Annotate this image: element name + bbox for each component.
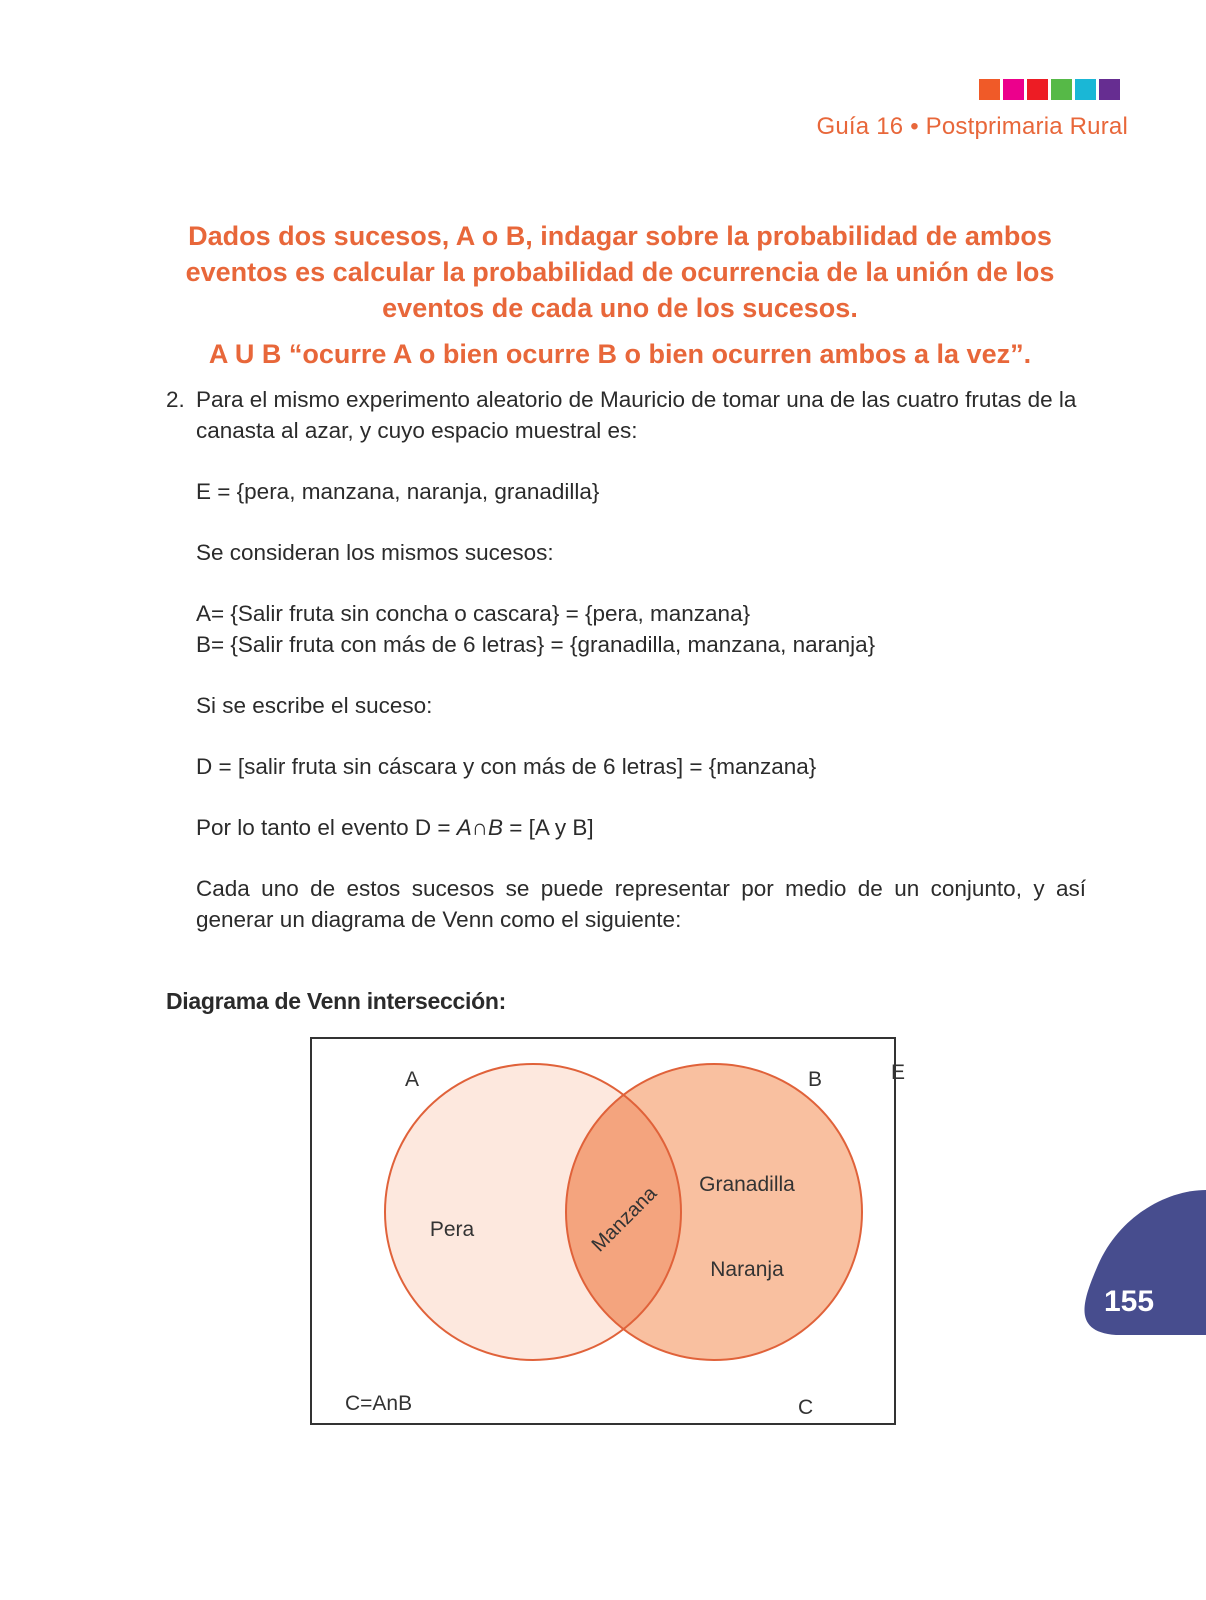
- label-pera: Pera: [429, 1218, 475, 1241]
- page-number: 155: [1104, 1285, 1155, 1318]
- event-a: A= {Salir fruta sin concha o cascara} = {pera, manzana}: [196, 601, 751, 626]
- color-square: [1099, 79, 1120, 100]
- callout-union-line: A U B “ocurre A o bien ocurre B o bien ocurren ambos a la vez”.: [208, 339, 1032, 369]
- color-square: [1051, 79, 1072, 100]
- label-c-equals: C=AnB: [345, 1392, 413, 1415]
- venn-diagram: [300, 1036, 910, 1436]
- event-b: B= {Salir fruta con más de 6 letras} = {granadilla, manzana, naranja}: [196, 632, 876, 657]
- item-number: 2.: [166, 387, 185, 412]
- color-square: [979, 79, 1000, 100]
- label-e: E: [890, 1061, 905, 1084]
- running-header: [817, 113, 1128, 141]
- venn-intro-text: Cada uno de estos sucesos se puede representar por medio de un conjunto, y así generar un diagrama de Venn como el siguiente:: [196, 876, 1086, 932]
- header-separator: •: [910, 113, 919, 140]
- color-square: [1027, 79, 1048, 100]
- label-c: C: [798, 1396, 814, 1419]
- sample-space: E = {pera, manzana, naranja, granadilla}: [196, 479, 600, 504]
- event-d: D = [salir fruta sin cáscara y con más de 6 letras] = {manzana}: [196, 754, 817, 779]
- callout-line: Dados dos sucesos, A o B, indagar sobre la probabilidad de ambos: [188, 221, 1052, 251]
- definition-callout: [150, 218, 1090, 372]
- label-b: B: [808, 1068, 823, 1091]
- label-naranja: Naranja: [710, 1258, 784, 1281]
- exercise-item: [166, 384, 1086, 935]
- conclusion-suffix: = [A y B]: [502, 815, 594, 840]
- conclusion-prefix: Por lo tanto el evento D =: [196, 815, 457, 840]
- item-body: [196, 384, 1086, 935]
- intersection-math: A∩B: [456, 815, 503, 840]
- color-square: [1075, 79, 1096, 100]
- header-color-squares: [979, 79, 1120, 100]
- label-granadilla: Granadilla: [699, 1173, 795, 1196]
- color-square: [1003, 79, 1024, 100]
- label-manzana: Manzana: [587, 1182, 662, 1257]
- venn-heading: Diagrama de Venn intersección:: [166, 988, 506, 1014]
- conclusion: [196, 812, 1086, 843]
- callout-line: eventos de cada uno de los sucesos.: [382, 293, 858, 323]
- item-intro: Para el mismo experimento aleatorio de Mauricio de tomar una de las cuatro frutas de la canasta al azar, y cuyo espacio muestral es:: [196, 387, 1077, 443]
- guide-label: Guía 16: [816, 113, 904, 140]
- callout-line: eventos es calcular la probabilidad de ocurrencia de la unión de los: [185, 257, 1055, 287]
- write-event-text: Si se escribe el suceso:: [196, 693, 433, 718]
- label-a: A: [405, 1068, 420, 1091]
- same-events-text: Se consideran los mismos sucesos:: [196, 540, 554, 565]
- program-label: Postprimaria Rural: [925, 113, 1128, 140]
